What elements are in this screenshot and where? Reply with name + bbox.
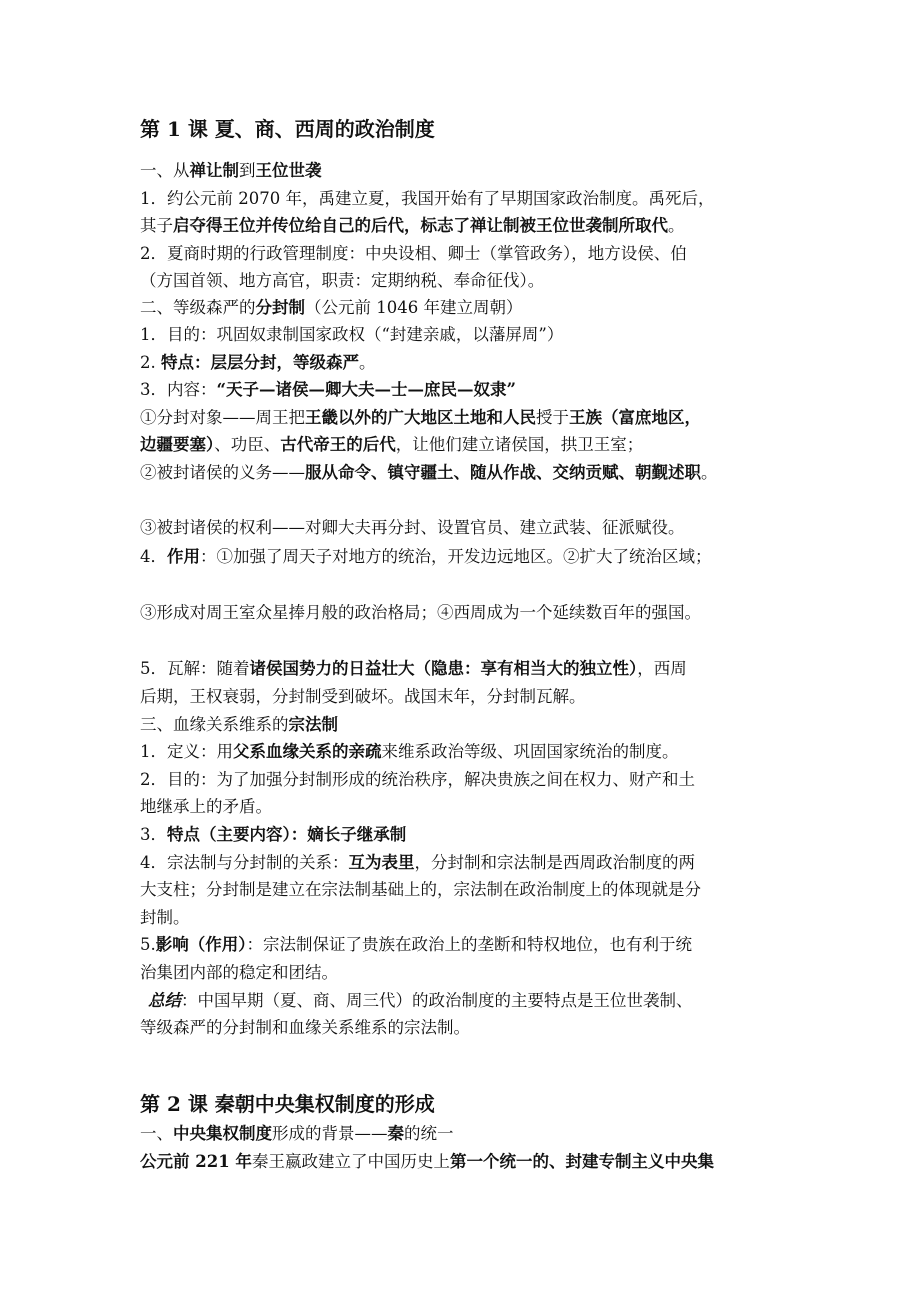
paragraph-2-5: 5．瓦解：随着诸侯国势力的日益壮大（隐患：享有相当大的独立性），西周 [140, 659, 687, 678]
paragraph-2-3: 3．内容：“天子—诸侯—卿大夫—士—庶民—奴隶” [140, 380, 516, 399]
paragraph-3-4: 4．宗法制与分封制的关系：互为表里，分封制和宗法制是西周政治制度的两 [140, 853, 695, 872]
paragraph-1-2: 2．夏商时期的行政管理制度：中央设相、卿士（掌管政务），地方设侯、伯 [140, 244, 687, 263]
paragraph-2-1: 1．目的：巩固奴隶制国家政权（“封建亲戚，以藩屏周”） [140, 325, 564, 344]
paragraph-2-4-cont: ③形成对周王室众星捧月般的政治格局；④西周成为一个延续数百年的强国。 [140, 603, 701, 622]
paragraph-3-3: 3．特点（主要内容）：嫡长子继承制 [140, 825, 407, 844]
lesson-2-section-1-heading: 一、中央集权制度形成的背景——秦的统一 [140, 1124, 454, 1143]
paragraph-3-5: 5.影响（作用）：宗法制保证了贵族在政治上的垄断和特权地位，也有利于统 [140, 935, 692, 954]
summary: 总结：中国早期（夏、商、周三代）的政治制度的主要特点是王位世袭制、 [148, 991, 693, 1010]
paragraph-3-4-cont: 大支柱；分封制是建立在宗法制基础上的，宗法制在政治制度上的体现就是分 [140, 880, 701, 899]
lesson-2-paragraph-1: 公元前 221 年秦王嬴政建立了中国历史上第一个统一的、封建专制主义中央集 [140, 1152, 714, 1171]
section-3-heading: 三、血缘关系维系的宗法制 [140, 715, 338, 734]
paragraph-2-5-cont: 后期，王权衰弱，分封制受到破坏。战国末年，分封制瓦解。 [140, 687, 586, 706]
paragraph-3-5-cont: 治集团内部的稳定和团结。 [140, 963, 338, 982]
paragraph-1-2-cont: （方国首领、地方高官，职责：定期纳税、奉命征伐）。 [140, 271, 545, 290]
section-1-heading: 一、从禅让制到王位世袭 [140, 161, 322, 180]
lesson-1-title: 第 1 课 夏、商、西周的政治制度 [140, 117, 435, 141]
lesson-2-title: 第 2 课 秦朝中央集权制度的形成 [140, 1092, 435, 1116]
paragraph-3-1: 1．定义：用父系血缘关系的亲疏来维系政治等级、巩固国家统治的制度。 [140, 742, 679, 761]
paragraph-3-4-end: 封制。 [140, 908, 190, 927]
content-item-2: ②被封诸侯的义务——服从命令、镇守疆土、随从作战、交纳贡赋、朝觐述职。 [140, 463, 718, 482]
summary-cont: 等级森严的分封制和血缘关系维系的宗法制。 [140, 1018, 470, 1037]
paragraph-1-1-cont: 其子启夺得王位并传位给自己的后代，标志了禅让制被王位世袭制所取代。 [140, 216, 685, 235]
content-item-3: ③被封诸侯的权利——对卿大夫再分封、设置官员、建立武装、征派赋役。 [140, 518, 685, 537]
paragraph-3-2: 2．目的：为了加强分封制形成的统治秩序，解决贵族之间在权力、财产和土 [140, 770, 695, 789]
paragraph-2-2: 2. 特点：层层分封，等级森严。 [140, 353, 376, 372]
paragraph-1-1: 1．约公元前 2070 年，禹建立夏，我国开始有了早期国家政治制度。禹死后， [140, 189, 715, 208]
content-item-1-cont: 边疆要塞）、功臣、古代帝王的后代，让他们建立诸侯国，拱卫王室； [140, 435, 644, 454]
paragraph-2-4: 4．作用：①加强了周天子对地方的统治，开发边远地区。②扩大了统治区域； [140, 547, 712, 566]
section-2-heading: 二、等级森严的分封制（公元前 1046 年建立周朝） [140, 298, 523, 317]
paragraph-3-2-cont: 地继承上的矛盾。 [140, 797, 272, 816]
content-item-1: ①分封对象——周王把王畿以外的广大地区土地和人民授于王族（富庶地区， [140, 408, 701, 427]
